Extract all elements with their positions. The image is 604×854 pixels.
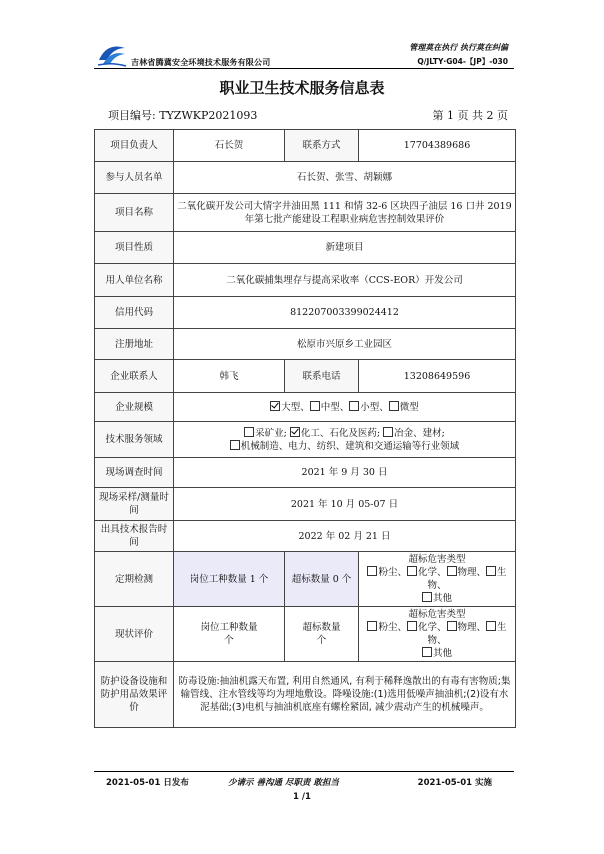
address-label: 注册地址 [95, 329, 174, 360]
company-logo-icon [97, 40, 127, 68]
checkbox-icon [486, 566, 496, 576]
enterprise-phone-value: 13208649596 [359, 360, 516, 393]
slogan: 管理莫在执行 执行莫在纠偏 [409, 43, 508, 52]
address-value: 松原市兴原乡工业园区 [174, 329, 516, 360]
checkbox-icon [367, 621, 377, 631]
periodic-hazard-types: 超标危害类型 粉尘、 化学、 物理、 生物、 其他 [359, 552, 516, 607]
field-options: 采矿业; 化工、石化及医药; 冶金、建材; 机械制造、电力、纺织、建筑和交通运输等行业领域 [174, 422, 516, 458]
status-hazard-types: 超标危害类型 粉尘、 化学、 物理、 生物、 其他 [359, 607, 516, 662]
checked-checkbox-icon [290, 427, 300, 437]
project-name-value: 二氧化碳开发公司大情字井油田黑 111 和情 32-6 区块四子油层 16 口井 2019 年第七批产能建设工程职业病危害控制效果评价 [174, 194, 516, 232]
periodic-label: 定期检测 [95, 552, 174, 607]
project-name-label: 项目名称 [95, 194, 174, 232]
scale-label: 企业规模 [95, 393, 174, 422]
info-table [94, 129, 516, 728]
sampling-label: 现场采样/测量时间 [95, 488, 174, 521]
periodic-posts: 岗位工种数量 1 个 [174, 552, 285, 607]
contact-label: 联系方式 [285, 130, 359, 162]
protection-label: 防护设备设施和防护用品效果评价 [95, 662, 174, 728]
survey-label: 现场调查时间 [95, 458, 174, 488]
checkbox-icon [447, 621, 457, 631]
page-title: 职业卫生技术服务信息表 [219, 79, 385, 97]
footer-divider [94, 771, 514, 772]
checkbox-icon [486, 621, 496, 631]
checkbox-icon [367, 566, 377, 576]
footer-motto: 少请示 善沟通 尽职责 敢担当 [228, 778, 339, 788]
status-posts: 岗位工种数量 个 [174, 607, 285, 662]
contact-value: 17704389686 [359, 130, 516, 162]
report-label: 出具技术报告时间 [95, 521, 174, 552]
checkbox-icon [383, 427, 393, 437]
checkbox-icon [349, 401, 359, 411]
footer-page-number: 1 /1 [293, 792, 311, 802]
enterprise-phone-label: 联系电话 [285, 360, 359, 393]
checkbox-icon [310, 401, 320, 411]
checked-checkbox-icon [270, 401, 280, 411]
report-value: 2022 年 02 月 21 日 [174, 521, 516, 552]
leader-value: 石长贺 [174, 130, 285, 162]
employer-value: 二氧化碳捕集埋存与提高采收率（CCS-EOR）开发公司 [174, 264, 516, 297]
nature-value: 新建项目 [174, 232, 516, 264]
protection-text: 防毒设施:抽油机露天布置, 利用自然通风, 有利于稀释逸散出的有毒有害物质;集输管线、注水管线等均为埋地敷设。降噪设施:(1)选用低噪声抽油机;(2)设有水泥基础;(3)电机与抽油机底座有螺栓紧固, 减少震动产生的机械噪声。 [174, 662, 516, 728]
members-value: 石长贺、张雪、胡颖娜 [174, 162, 516, 194]
project-number: 项目编号: TYZWKP2021093 [108, 109, 258, 122]
credit-value: 812207003399024412 [174, 297, 516, 329]
enterprise-contact-value: 韩飞 [174, 360, 285, 393]
implement-date: 2021-05-01 实施 [417, 778, 492, 788]
nature-label: 项目性质 [95, 232, 174, 264]
checkbox-icon [447, 566, 457, 576]
status-label: 现状评价 [95, 607, 174, 662]
scale-options: 大型、 中型、 小型、 微型 [174, 393, 516, 422]
checkbox-icon [389, 401, 399, 411]
checkbox-icon [244, 427, 254, 437]
sampling-value: 2021 年 10 月 05-07 日 [174, 488, 516, 521]
document-number: Q/JLTY·G04-【JP】-030 [417, 57, 508, 66]
survey-value: 2021 年 9 月 30 日 [174, 458, 516, 488]
members-label: 参与人员名单 [95, 162, 174, 194]
credit-label: 信用代码 [95, 297, 174, 329]
enterprise-contact-label: 企业联系人 [95, 360, 174, 393]
publish-date: 2021-05-01 日发布 [106, 778, 189, 788]
checkbox-icon [230, 440, 240, 450]
page-info: 第 1 页 共 2 页 [432, 109, 508, 122]
employer-label: 用人单位名称 [95, 264, 174, 297]
periodic-indicators: 超标数量 0 个 [285, 552, 359, 607]
checkbox-icon [407, 621, 417, 631]
checkbox-icon [422, 647, 432, 657]
leader-label: 项目负责人 [95, 130, 174, 162]
header-divider [94, 68, 514, 69]
status-indicators: 超标数量 个 [285, 607, 359, 662]
checkbox-icon [407, 566, 417, 576]
company-name: 吉林省腾冀安全环境技术服务有限公司 [131, 58, 271, 67]
checkbox-icon [422, 592, 432, 602]
field-label: 技术服务领域 [95, 422, 174, 458]
